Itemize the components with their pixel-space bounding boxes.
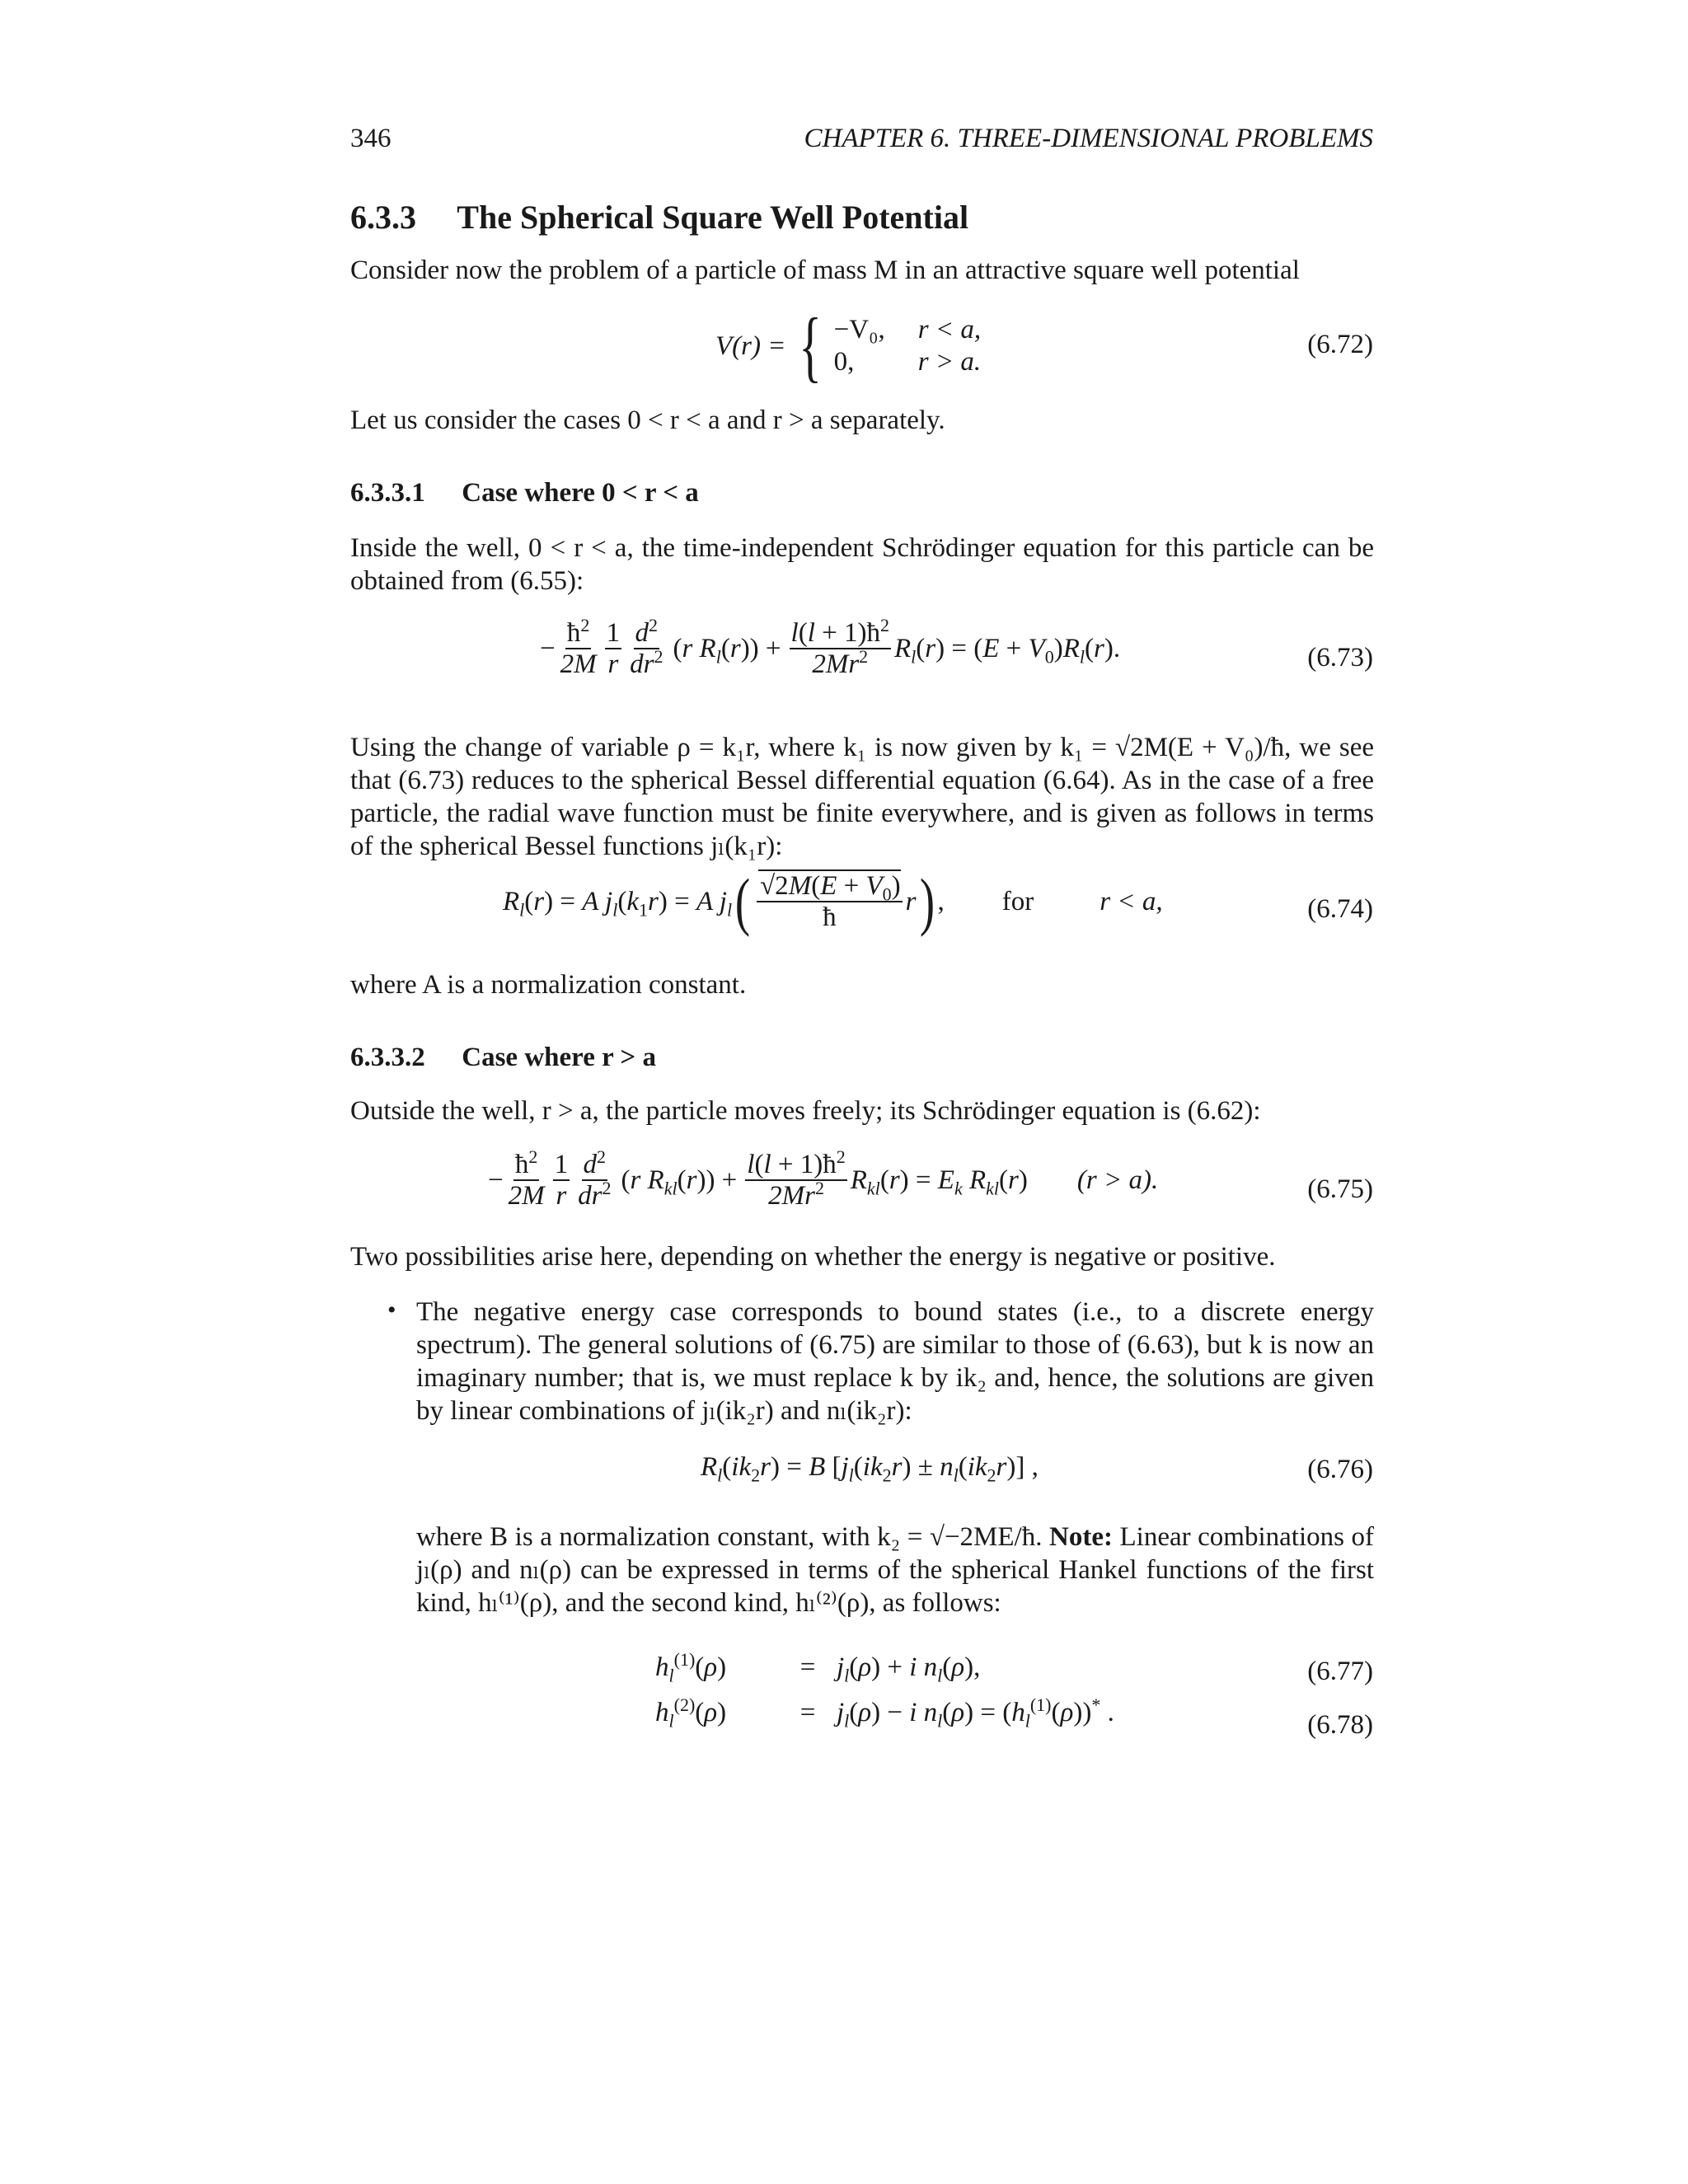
eq672-case2-value: 0, bbox=[833, 347, 855, 377]
section-title: The Spherical Square Well Potential bbox=[457, 199, 969, 236]
inside-paragraph: Inside the well, 0 < r < a, the time-independent Schrödinger equation for this particle can be obtained from (6.55): bbox=[350, 533, 1374, 596]
subsection-title: Case where r > a bbox=[462, 1043, 656, 1072]
eq672-case1-condition: r < a, bbox=[917, 315, 982, 344]
subsection-number: 6.3.3.2 bbox=[350, 1043, 425, 1072]
equation-number: (6.78) bbox=[1307, 1710, 1373, 1740]
note-label: Note: bbox=[1049, 1522, 1113, 1552]
eq672-cases bbox=[834, 315, 982, 377]
equation-number: (6.74) bbox=[1307, 894, 1373, 924]
eq672-case2-condition: r > a. bbox=[917, 347, 982, 377]
equation-6-75: − $\frac{ħ^2}{2M}$ $\frac{1}{r}$ $\frac{d^2}{dr^2}$ (r $R_{kl}(r)$) + $\frac{l(l + 1)ħ^2}{2Mr^2}$ $R_{kl}(r) = E_k$ $R_{kl}(r)$ (r > a). bbox=[488, 1146, 1159, 1211]
equations-6-77-6-78: $h_l^{(1)}(\rho)$ = $j_l(\rho) + i$ $n_l(\rho)$, $h_l^{(2)}(\rho)$ = $j_l(\rho) - i$ $n_l(\rho) = (h_l^{(1)}(\rho))^*$ . bbox=[655, 1649, 1114, 1732]
outside-paragraph: Outside the well, r > a, the particle moves freely; its Schrödinger equation is (6.62): bbox=[350, 1096, 1261, 1126]
equation-6-74: $R_l(r) = A$ $j_l(k_1r) = A$ $j_l$ ( $\frac{√2M(E + V_0)}{ħ}$ r ) , for r < a, bbox=[503, 865, 1163, 937]
page-number: 346 bbox=[350, 124, 392, 153]
left-brace-icon: { bbox=[798, 302, 822, 390]
equation-6-72 bbox=[715, 302, 982, 390]
equation-number: (6.72) bbox=[1307, 330, 1373, 359]
eq672-case1-value: −V₀, bbox=[833, 315, 885, 344]
equation-number: (6.75) bbox=[1307, 1174, 1373, 1204]
equation-number: (6.77) bbox=[1307, 1657, 1373, 1686]
section-heading bbox=[350, 198, 968, 237]
eq675-condition: (r > a). bbox=[1076, 1165, 1159, 1195]
equation-6-76: $R_l(ik_2r) = B$ $[j_l(ik_2r) \pm n_l(ik_2r)]$ , bbox=[701, 1452, 1039, 1486]
bullet-paragraph: The negative energy case corresponds to bound states (i.e., to a discrete energy spectrum). The general solutions of (6.75) are similar to those of (6.63), but k is now an imaginary number; that is, we must replace k by ik₂ and, hence, the solutions are given by linear combinations of jₗ(ik₂r) and nₗ(ik₂r): bbox=[416, 1297, 1374, 1426]
equation-number: (6.73) bbox=[1307, 643, 1373, 673]
two-possibilities-paragraph: Two possibilities arise here, depending on whether the energy is negative or positive. bbox=[350, 1242, 1276, 1272]
running-head: CHAPTER 6. THREE-DIMENSIONAL PROBLEMS bbox=[804, 124, 1373, 153]
equation-6-73: − $\frac{ħ^2}{2M}$ $\frac{1}{r}$ $\frac{d^2}{dr^2}$ (r $R_l(r)$) + $\frac{l(l + 1)ħ^2}{2Mr^2}$ $R_l(r) = (E + V_0)R_l(r)$. bbox=[540, 615, 1121, 679]
intro-paragraph: Consider now the problem of a particle of mass M in an attractive square well potential bbox=[350, 255, 1300, 285]
where-b-lead: where B is a normalization constant, with k₂ = √−2ME/ħ. bbox=[416, 1522, 1043, 1552]
equation-number: (6.76) bbox=[1307, 1455, 1373, 1484]
section-number: 6.3.3 bbox=[350, 199, 416, 236]
subsection-heading-1 bbox=[350, 478, 699, 509]
where-b-paragraph bbox=[416, 1521, 1374, 1619]
subsection-number: 6.3.3.1 bbox=[350, 478, 425, 508]
eq672-lhs: V(r) = bbox=[715, 330, 786, 361]
eq674-for: for bbox=[1001, 886, 1034, 916]
change-variable-paragraph: Using the change of variable ρ = k₁r, where k₁ is now given by k₁ = √2M(E + V₀)/ħ, we see that (6.73) reduces to the spherical Bessel differential equation (6.64). As in the case of a free particle, the radial wave function must be finite everywhere, and is given as follows in terms of the spherical Bessel functions jₗ(k₁r): bbox=[350, 733, 1374, 861]
where-b-rest: Linear combinations of jₗ(ρ) and nₗ(ρ) can be expressed in terms of the spherical Hankel functions of the first kind, hₗ⁽¹⁾(ρ), and the second kind, hₗ⁽²⁾(ρ), as follows: bbox=[416, 1522, 1374, 1618]
eq674-condition: r < a, bbox=[1100, 886, 1163, 916]
bullet-icon: • bbox=[387, 1296, 396, 1324]
cases-paragraph: Let us consider the cases 0 < r < a and r > a separately. bbox=[350, 405, 945, 435]
subsection-title: Case where 0 < r < a bbox=[462, 478, 699, 508]
where-a-paragraph: where A is a normalization constant. bbox=[350, 970, 747, 1000]
subsection-heading-2 bbox=[350, 1043, 656, 1073]
